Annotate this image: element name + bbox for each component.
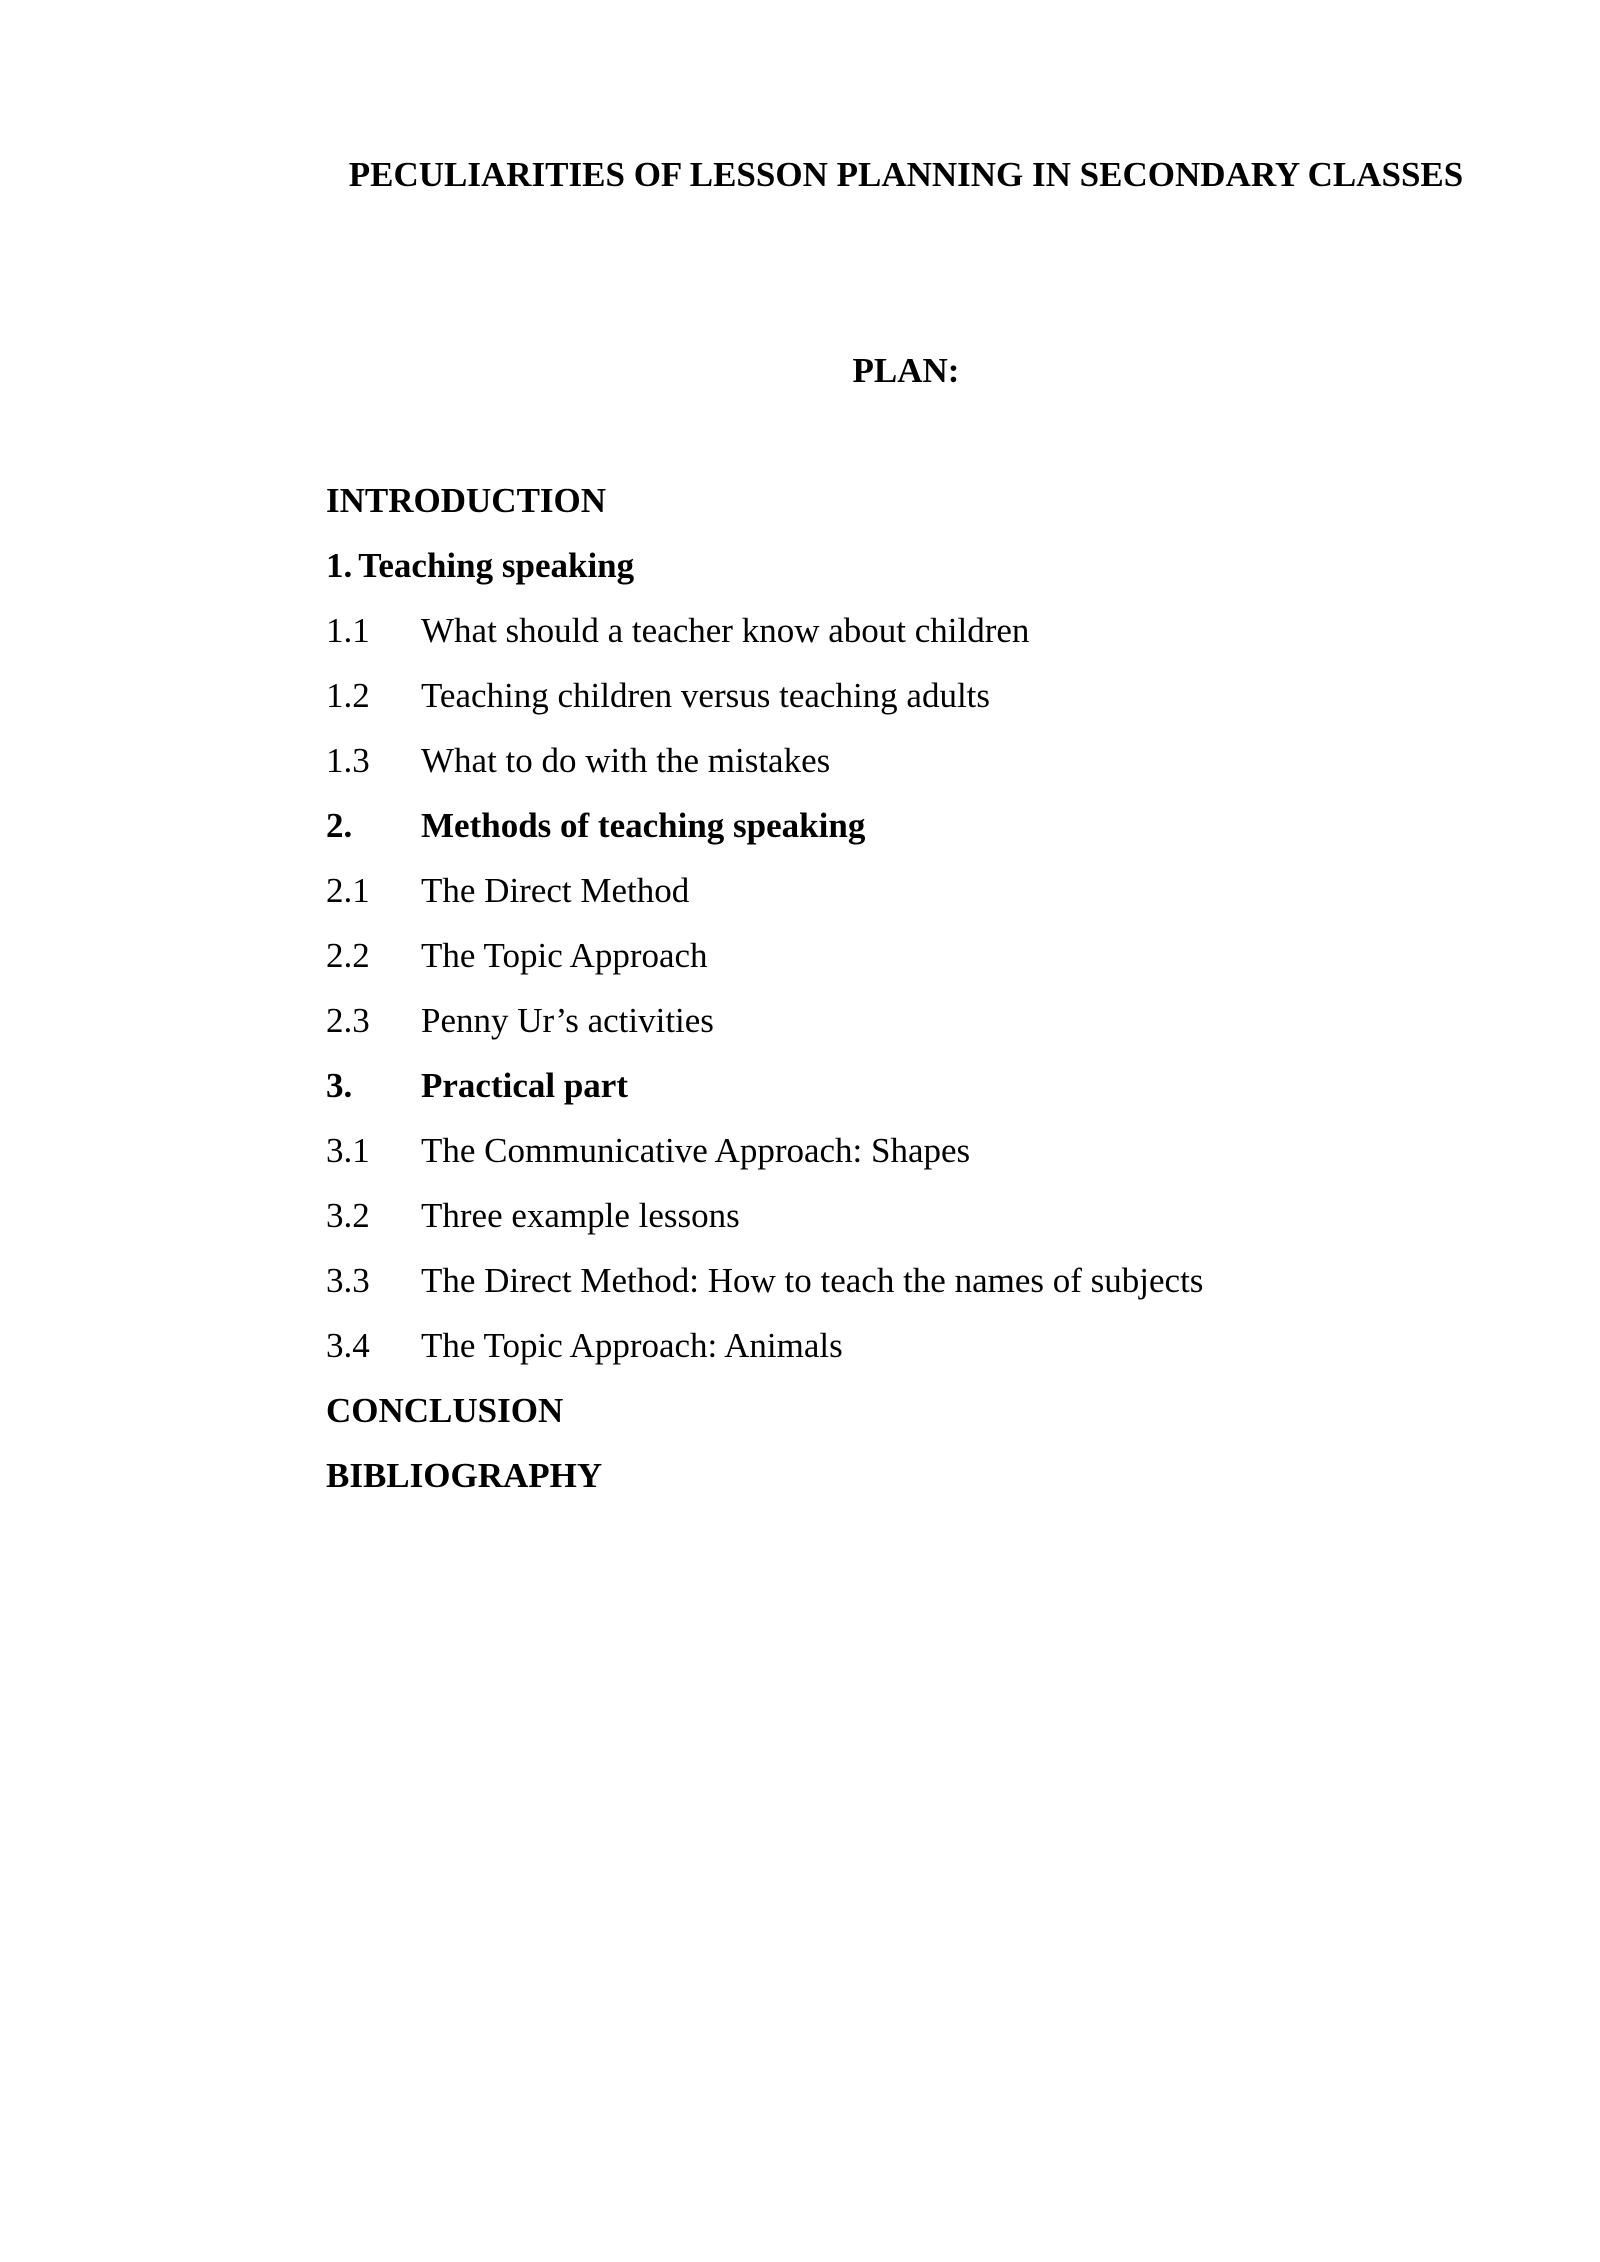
toc-entry-section-1 bbox=[326, 533, 1486, 598]
plan-heading: PLAN: bbox=[852, 351, 960, 390]
toc-entry-2-1 bbox=[326, 858, 1486, 923]
toc-entry-number: 3.1 bbox=[326, 1131, 370, 1170]
toc-entry-number: 3.2 bbox=[326, 1196, 370, 1235]
table-of-contents bbox=[326, 468, 1486, 1508]
toc-entry-number: 2.2 bbox=[326, 936, 370, 975]
toc-entry-number: 2. bbox=[326, 806, 353, 845]
toc-entry-section-3 bbox=[326, 1053, 1486, 1118]
toc-entry-number: 1. bbox=[326, 546, 353, 585]
toc-entry-bibliography bbox=[326, 1443, 1486, 1508]
toc-entry-text: Teaching speaking bbox=[358, 546, 635, 585]
toc-entry-3-4 bbox=[326, 1313, 1486, 1378]
toc-entry-text: CONCLUSION bbox=[326, 1391, 564, 1430]
document-title: PECULIARITIES OF LESSON PLANNING IN SECONDARY CLASSES bbox=[348, 155, 1464, 194]
toc-entry-2-2 bbox=[326, 923, 1486, 988]
toc-entry-number: 2.1 bbox=[326, 871, 370, 910]
toc-entry-3-1 bbox=[326, 1118, 1486, 1183]
toc-entry-number: 3.4 bbox=[326, 1326, 370, 1365]
toc-entry-number: 3.3 bbox=[326, 1261, 370, 1300]
toc-entry-text: INTRODUCTION bbox=[326, 481, 607, 520]
toc-entry-1-2 bbox=[326, 663, 1486, 728]
toc-entry-text: Teaching children versus teaching adults bbox=[421, 676, 991, 715]
toc-entry-1-3 bbox=[326, 728, 1486, 793]
toc-entry-text: The Direct Method: How to teach the names of subjects bbox=[421, 1261, 1204, 1300]
toc-entry-text: Methods of teaching speaking bbox=[421, 806, 866, 845]
toc-entry-number: 2.3 bbox=[326, 1001, 370, 1040]
toc-entry-1-1 bbox=[326, 598, 1486, 663]
toc-entry-number: 1.3 bbox=[326, 741, 370, 780]
toc-entry-3-3 bbox=[326, 1248, 1486, 1313]
toc-entry-text: The Topic Approach bbox=[421, 936, 708, 975]
toc-entry-2-3 bbox=[326, 988, 1486, 1053]
toc-entry-number: 1.2 bbox=[326, 676, 370, 715]
toc-entry-number: 3. bbox=[326, 1066, 353, 1105]
toc-entry-introduction bbox=[326, 468, 1486, 533]
toc-entry-number: 1.1 bbox=[326, 611, 370, 650]
toc-entry-conclusion bbox=[326, 1378, 1486, 1443]
toc-entry-text: BIBLIOGRAPHY bbox=[326, 1456, 603, 1495]
toc-entry-text: Practical part bbox=[421, 1066, 628, 1105]
toc-entry-3-2 bbox=[326, 1183, 1486, 1248]
toc-entry-text: What should a teacher know about children bbox=[421, 611, 1030, 650]
toc-entry-text: What to do with the mistakes bbox=[421, 741, 831, 780]
toc-entry-section-2 bbox=[326, 793, 1486, 858]
toc-entry-text: The Direct Method bbox=[421, 871, 690, 910]
toc-entry-text: Three example lessons bbox=[421, 1196, 740, 1235]
toc-entry-text: The Topic Approach: Animals bbox=[421, 1326, 843, 1365]
toc-entry-text: The Communicative Approach: Shapes bbox=[421, 1131, 971, 1170]
toc-entry-text: Penny Ur’s activities bbox=[421, 1001, 714, 1040]
